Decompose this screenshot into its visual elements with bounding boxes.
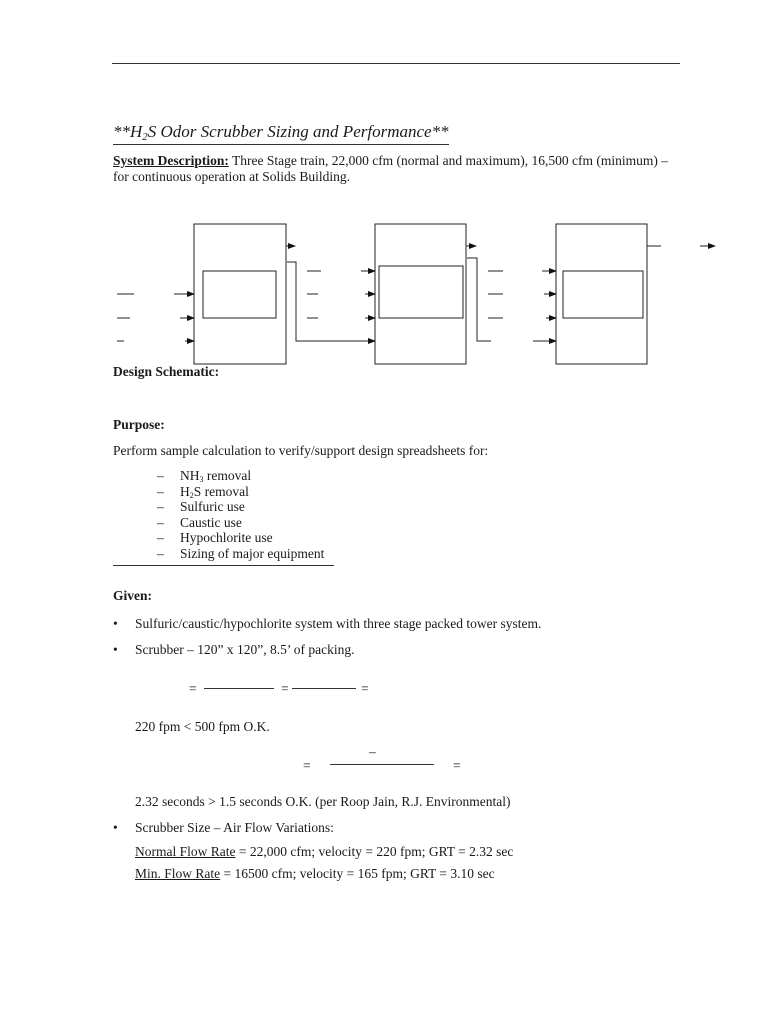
fraction-bar bbox=[330, 764, 434, 765]
min-flow-line: Min. Flow Rate = 16500 cfm; velocity = 165 fpm; GRT = 3.10 sec bbox=[135, 866, 495, 881]
stage-3-scrubber bbox=[556, 224, 647, 364]
system-description bbox=[113, 153, 673, 185]
system-description-label: System Description: bbox=[113, 153, 229, 168]
retention-check: 2.32 seconds > 1.5 seconds O.K. (per Roop Jain, R.J. Environmental) bbox=[135, 794, 511, 809]
equals-sign: = bbox=[361, 681, 369, 696]
list-item: – Hypochlorite use bbox=[157, 530, 273, 545]
equals-sign: = bbox=[453, 758, 461, 773]
purpose-text: Perform sample calculation to verify/support design spreadsheets for: bbox=[113, 443, 489, 458]
list-item: – Caustic use bbox=[157, 514, 242, 530]
equals-sign: = bbox=[189, 681, 197, 696]
fraction-bar bbox=[292, 688, 356, 689]
given-bullet-2: • Scrubber – 120” x 120”, 8.5’ of packing. bbox=[113, 642, 355, 657]
list-item: – $NH_3$ removal bbox=[157, 468, 252, 484]
purpose-label: Purpose: bbox=[113, 417, 165, 432]
normal-flow-label: Normal Flow Rate bbox=[135, 844, 236, 859]
page-title: $**H_2S$ Odor Scrubber Sizing and Performance** bbox=[113, 122, 449, 143]
given-bullet-1: • Sulfuric/caustic/hypochlorite system with three stage packed tower system. bbox=[113, 616, 542, 631]
design-schematic-label: Design Schematic: bbox=[113, 364, 220, 379]
normal-flow-line: Normal Flow Rate = 22,000 cfm; velocity = 220 fpm; GRT = 2.32 sec bbox=[135, 844, 514, 859]
list-item: – Sulfuric use bbox=[157, 499, 245, 514]
header-rule bbox=[112, 63, 680, 64]
equals-sign: = bbox=[281, 681, 289, 696]
stage-2-scrubber bbox=[375, 224, 466, 364]
fraction-bar bbox=[204, 688, 274, 689]
stage-1-scrubber bbox=[194, 224, 286, 364]
velocity-check: 220 fpm < 500 fpm O.K. bbox=[135, 719, 270, 734]
given-bullet-3: • Scrubber Size – Air Flow Variations: bbox=[113, 820, 334, 835]
purpose-list bbox=[157, 468, 324, 561]
list-item: – $H_2S$ removal bbox=[157, 483, 249, 500]
section-separator bbox=[113, 565, 334, 566]
list-item: – Sizing of major equipment bbox=[157, 545, 325, 561]
stage-3-packing bbox=[563, 271, 643, 318]
stage-2-packing bbox=[379, 266, 463, 318]
system-description-text: Three Stage train, 22,000 cfm (normal and maximum), 16,500 cfm (minimum) – for continuous operation at Solids Building. bbox=[113, 153, 669, 184]
design-schematic-diagram bbox=[0, 200, 768, 370]
equals-sign: = bbox=[303, 758, 311, 773]
min-flow-label: Min. Flow Rate bbox=[135, 866, 221, 881]
given-label: Given: bbox=[113, 588, 152, 603]
minus-sign: – bbox=[369, 744, 376, 759]
stage-1-packing bbox=[203, 271, 276, 318]
